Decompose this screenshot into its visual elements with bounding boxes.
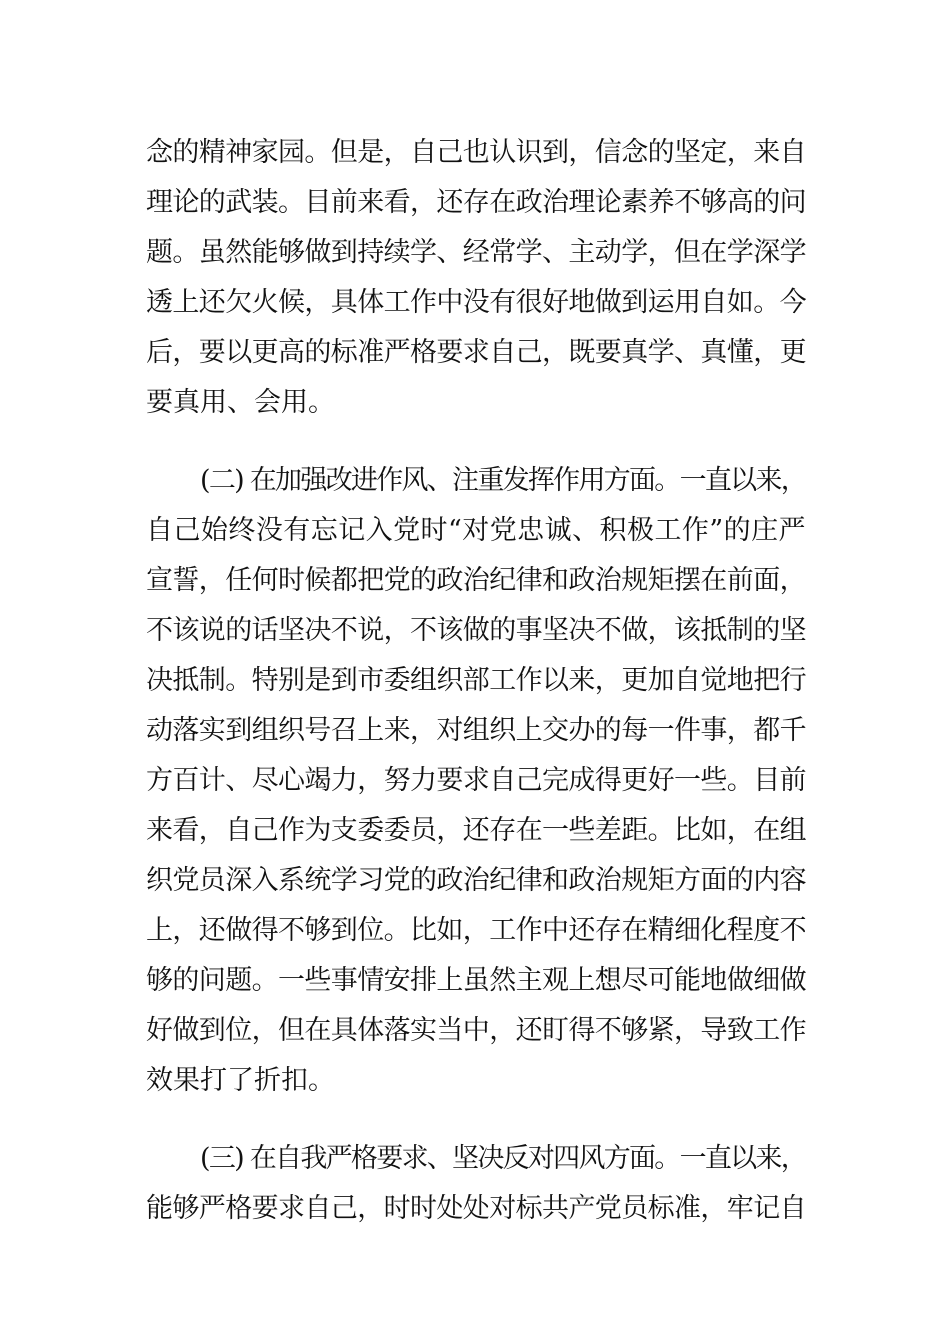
text-line: 不该说的话坚决不说，不该做的事坚决不做，该抵制的坚 bbox=[146, 615, 806, 646]
paragraph-gap bbox=[146, 1106, 806, 1134]
text-line: 决抵制。特别是到市委组织部工作以来，更加自觉地把行 bbox=[146, 665, 806, 696]
text-line: 织党员深入系统学习党的政治纪律和政治规矩方面的内容 bbox=[146, 865, 806, 896]
text-line: 理论的武装。目前来看，还存在政治理论素养不够高的问 bbox=[146, 187, 806, 218]
text-line: 上，还做得不够到位。比如，工作中还存在精细化程度不 bbox=[146, 915, 806, 946]
paragraph-3 bbox=[146, 1134, 806, 1234]
text-line: 自己始终没有忘记入党时“对党忠诚、积极工作”的庄严 bbox=[146, 515, 806, 546]
text-line: 能够严格要求自己，时时处处对标共产党员标准，牢记自 bbox=[146, 1193, 806, 1224]
text-line: 好做到位，但在具体落实当中，还盯得不够紧，导致工作 bbox=[146, 1015, 806, 1046]
text-line: 动落实到组织号召上来，对组织上交办的每一件事，都千 bbox=[146, 715, 806, 746]
paragraph-gap bbox=[146, 428, 806, 456]
text-line: 来看，自己作为支委委员，还存在一些差距。比如，在组 bbox=[146, 815, 806, 846]
text-line: 方百计、尽心竭力，努力要求自己完成得更好一些。目前 bbox=[146, 765, 806, 796]
paragraph-1 bbox=[146, 128, 806, 428]
text-line: 透上还欠火候，具体工作中没有很好地做到运用自如。今 bbox=[146, 287, 806, 318]
text-line: 念的精神家园。但是，自己也认识到，信念的坚定，来自 bbox=[146, 137, 806, 168]
text-line: 要真用、会用。 bbox=[146, 387, 335, 418]
text-line: (二) 在加强改进作风、注重发挥作用方面。一直以来， bbox=[200, 465, 806, 496]
text-line: 够的问题。一些事情安排上虽然主观上想尽可能地做细做 bbox=[146, 965, 806, 996]
text-line: 后，要以更高的标准严格要求自己，既要真学、真懂，更 bbox=[146, 337, 806, 368]
document-body bbox=[146, 128, 806, 1234]
text-line: (三) 在自我严格要求、坚决反对四风方面。一直以来， bbox=[200, 1143, 806, 1174]
text-line: 效果打了折扣。 bbox=[146, 1065, 335, 1096]
text-line: 宣誓，任何时候都把党的政治纪律和政治规矩摆在前面， bbox=[146, 565, 806, 596]
text-line: 题。虽然能够做到持续学、经常学、主动学，但在学深学 bbox=[146, 237, 806, 268]
paragraph-2 bbox=[146, 456, 806, 1106]
